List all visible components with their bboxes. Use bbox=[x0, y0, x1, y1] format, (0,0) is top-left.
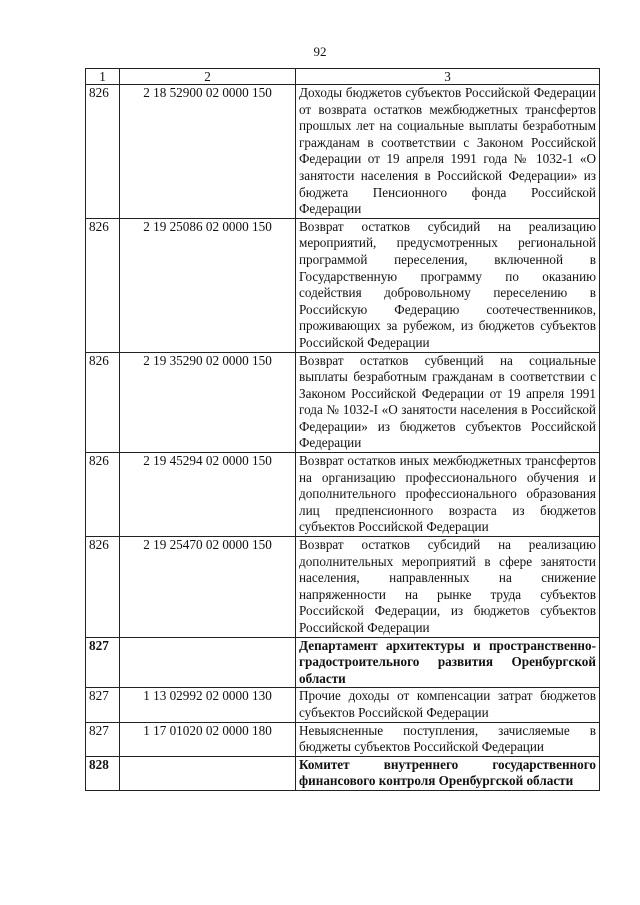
column-header-3: 3 bbox=[296, 69, 600, 85]
budget-code-cell: 2 19 35290 02 0000 150 bbox=[120, 352, 296, 453]
admin-code-cell: 828 bbox=[86, 756, 120, 790]
column-header-1: 1 bbox=[86, 69, 120, 85]
table-row bbox=[86, 85, 600, 219]
description-cell: Возврат остатков субсидий на реализацию мероприятий, предусмотренных региональной программой переселения, включенной в Государственную программу по оказанию содействия добровольному переселению в Российскую Федерацию соотечественников, проживающих за рубежом, из бюджетов субъектов Российской Федерации bbox=[296, 218, 600, 352]
admin-code-cell: 827 bbox=[86, 637, 120, 688]
admin-code-cell: 826 bbox=[86, 537, 120, 638]
department-heading-row bbox=[86, 637, 600, 688]
description-cell: Возврат остатков субсидий на реализацию дополнительных мероприятий в сфере занятости населения, направленных на снижение напряженности на рынке труда субъектов Российской Федерации, из бюджетов субъектов Российской Федерации bbox=[296, 537, 600, 638]
description-cell: Прочие доходы от компенсации затрат бюджетов субъектов Российской Федерации bbox=[296, 688, 600, 722]
table-header-row bbox=[86, 69, 600, 85]
budget-code-cell: 1 13 02992 02 0000 130 bbox=[120, 688, 296, 722]
admin-code-cell: 826 bbox=[86, 218, 120, 352]
admin-code-cell: 826 bbox=[86, 85, 120, 219]
department-name-cell: Комитет внутреннего государственного финансового контроля Оренбургской области bbox=[296, 756, 600, 790]
admin-code-cell: 826 bbox=[86, 453, 120, 537]
page-number: 92 bbox=[313, 44, 327, 59]
admin-code-cell: 827 bbox=[86, 722, 120, 756]
table-row bbox=[86, 537, 600, 638]
budget-code-cell: 2 19 25086 02 0000 150 bbox=[120, 218, 296, 352]
budget-code-cell bbox=[120, 637, 296, 688]
table-row bbox=[86, 352, 600, 453]
description-cell: Невыясненные поступления, зачисляемые в бюджеты субъектов Российской Федерации bbox=[296, 722, 600, 756]
admin-code-cell: 827 bbox=[86, 688, 120, 722]
department-name-cell: Департамент архитектуры и пространственно-градостроительного развития Оренбургской области bbox=[296, 637, 600, 688]
table-row bbox=[86, 453, 600, 537]
budget-code-cell: 2 19 45294 02 0000 150 bbox=[120, 453, 296, 537]
description-cell: Возврат остатков субвенций на социальные выплаты безработным гражданам в соответствии с Законом Российской Федерации от 19 апреля 1991 года № 1032-I «О занятости населения в Российской Федерации» из бюджетов субъектов Российской Федерации bbox=[296, 352, 600, 453]
admin-code-cell: 826 bbox=[86, 352, 120, 453]
department-heading-row bbox=[86, 756, 600, 790]
budget-code-cell: 1 17 01020 02 0000 180 bbox=[120, 722, 296, 756]
budget-code-cell: 2 18 52900 02 0000 150 bbox=[120, 85, 296, 219]
column-header-2: 2 bbox=[120, 69, 296, 85]
budget-classification-table bbox=[85, 68, 600, 791]
table-row bbox=[86, 722, 600, 756]
table-row bbox=[86, 688, 600, 722]
budget-code-cell bbox=[120, 756, 296, 790]
description-cell: Возврат остатков иных межбюджетных трансфертов на организацию профессионального обучения и дополнительного профессионального образования лиц предпенсионного возраста из бюджетов субъектов Российской Федерации bbox=[296, 453, 600, 537]
budget-code-cell: 2 19 25470 02 0000 150 bbox=[120, 537, 296, 638]
table-row bbox=[86, 218, 600, 352]
description-cell: Доходы бюджетов субъектов Российской Федерации от возврата остатков межбюджетных трансфертов прошлых лет на социальные выплаты безработным гражданам в соответствии с Законом Российской Федерации от 19 апреля 1991 года № 1032-1 «О занятости населения в Российской Федерации» из бюджета Пенсионного фонда Российской Федерации bbox=[296, 85, 600, 219]
